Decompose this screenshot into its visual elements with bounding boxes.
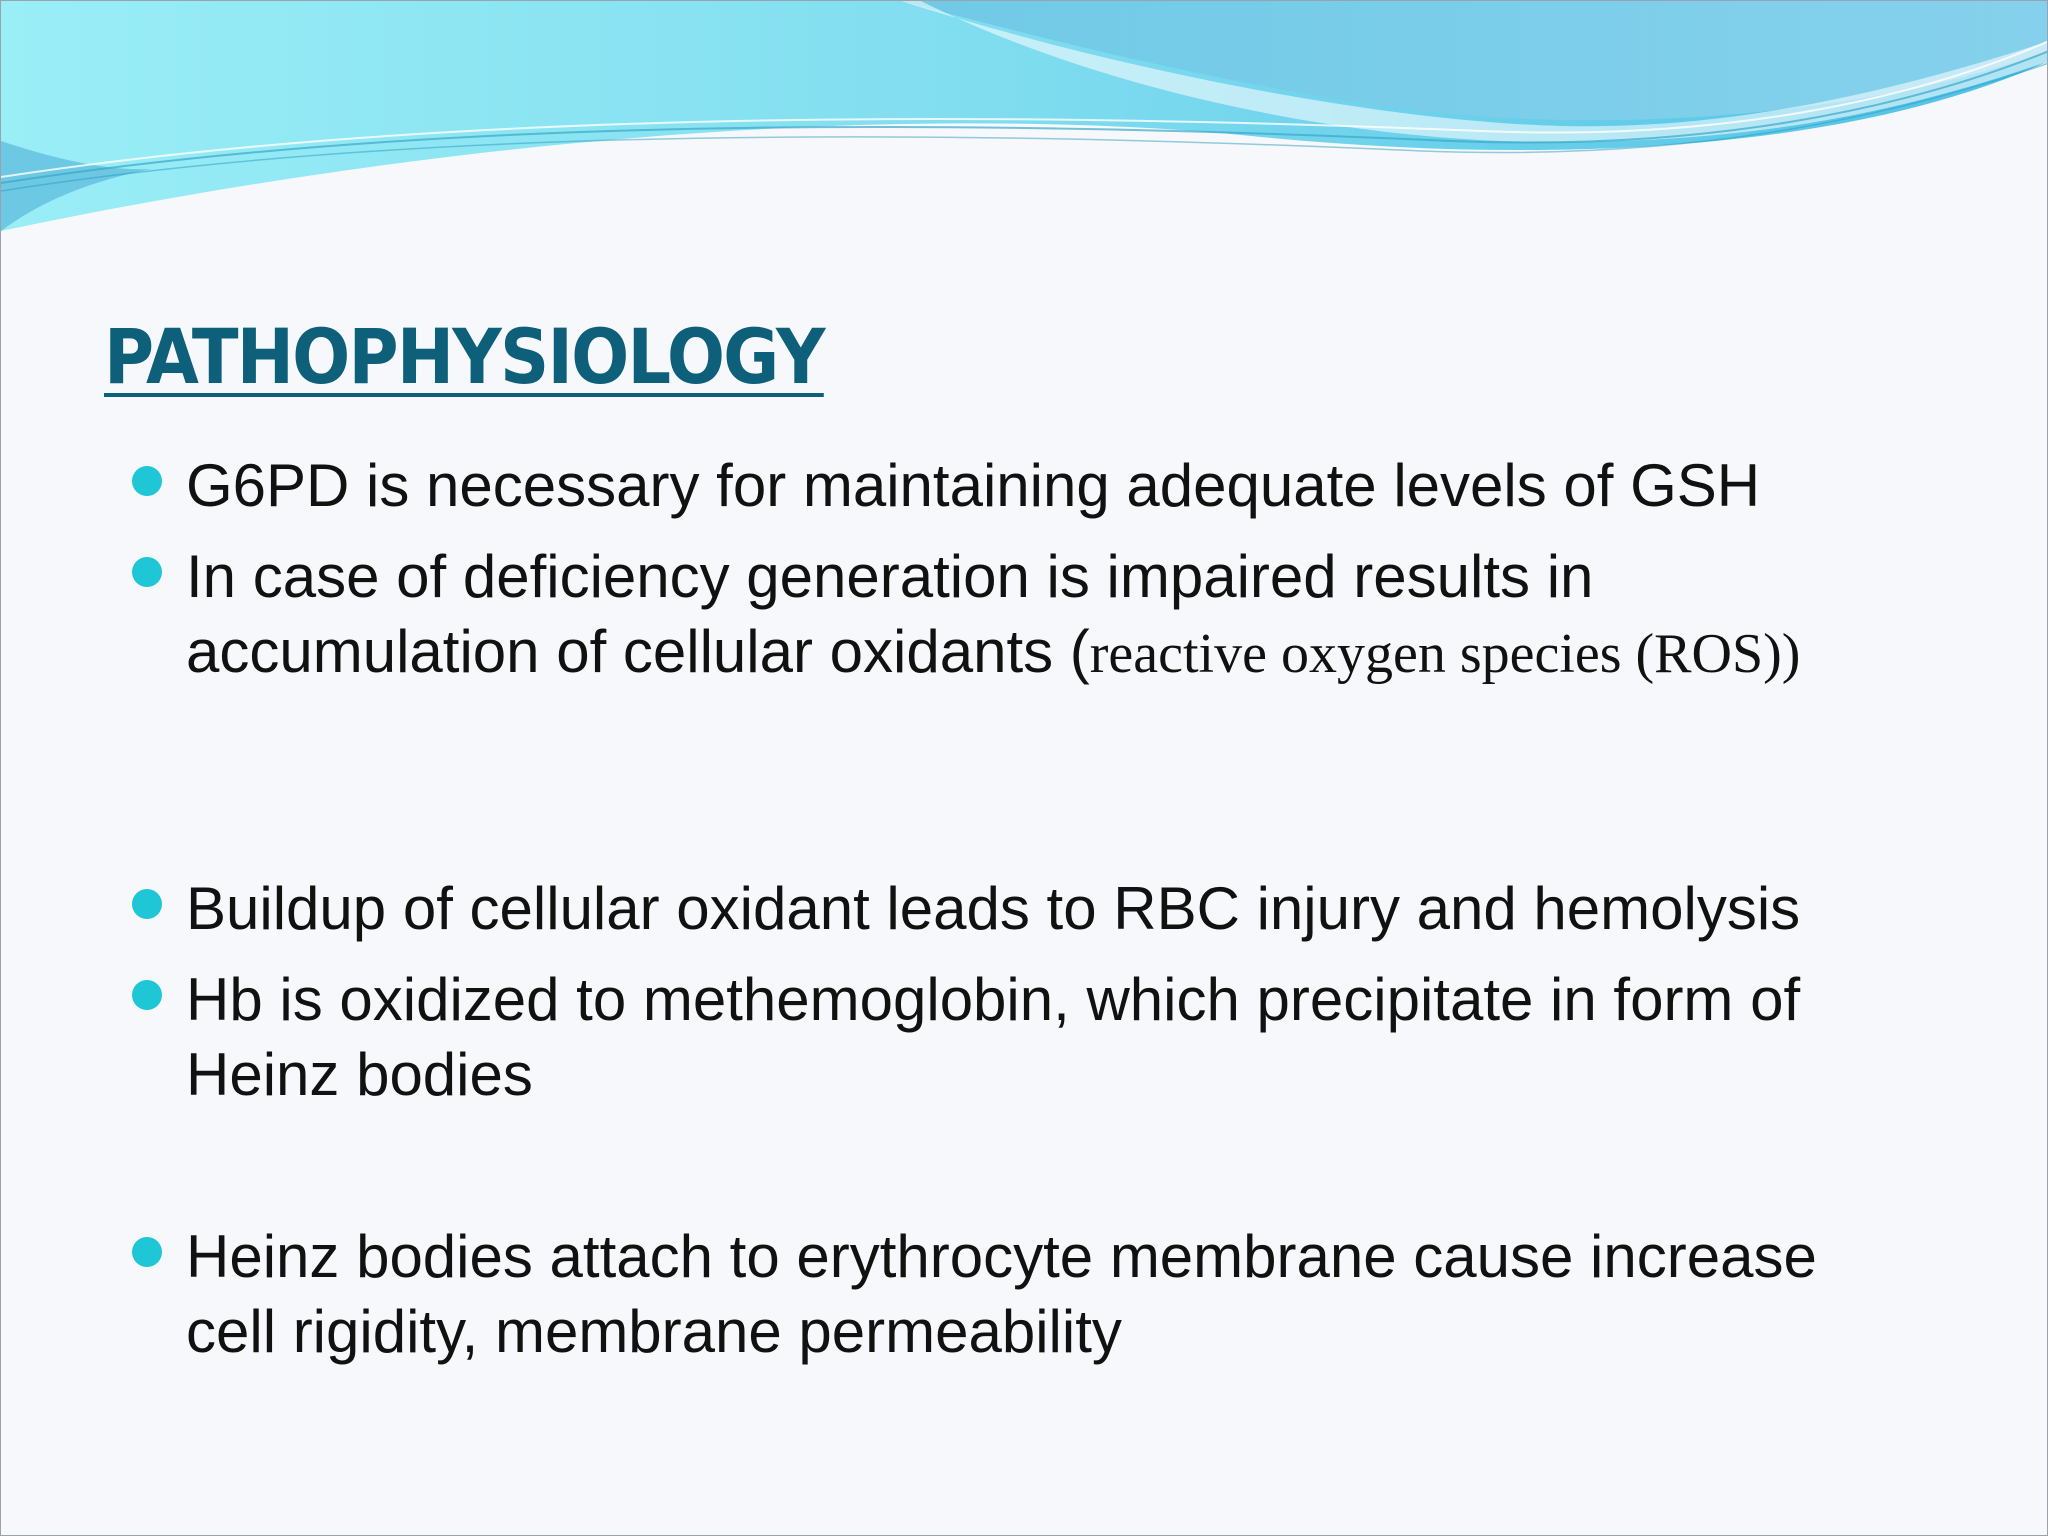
bullet-item — [186, 448, 1906, 523]
bullet-list — [1, 1, 2048, 1536]
bullet-dot-icon — [132, 1237, 162, 1267]
bullet-text: In case of deficiency generation is impaired results in accumulation of cellular oxidants ( — [186, 543, 1594, 685]
bullet-serif-text: reactive oxygen species (ROS)) — [1089, 623, 1801, 685]
bullet-text: Buildup of cellular oxidant leads to RBC injury and hemolysis — [186, 875, 1801, 942]
bullet-dot-icon — [132, 466, 162, 496]
bullet-text: G6PD is necessary for maintaining adequate levels of GSH — [186, 452, 1761, 519]
slide-title: PATHOPHYSIOLOGY — [104, 312, 824, 401]
bullet-dot-icon — [132, 980, 162, 1010]
bullet-item — [186, 1219, 1906, 1369]
bullet-text: Hb is oxidized to methemoglobin, which precipitate in form of Heinz bodies — [186, 966, 1801, 1108]
bullet-text: Heinz bodies attach to erythrocyte membrane cause increase cell rigidity, membrane permeability — [186, 1223, 1817, 1365]
bullet-dot-icon — [132, 557, 162, 587]
bullet-item — [186, 539, 1906, 692]
bullet-dot-icon — [132, 889, 162, 919]
bullet-item — [186, 962, 1906, 1112]
bullet-item — [186, 871, 1906, 946]
